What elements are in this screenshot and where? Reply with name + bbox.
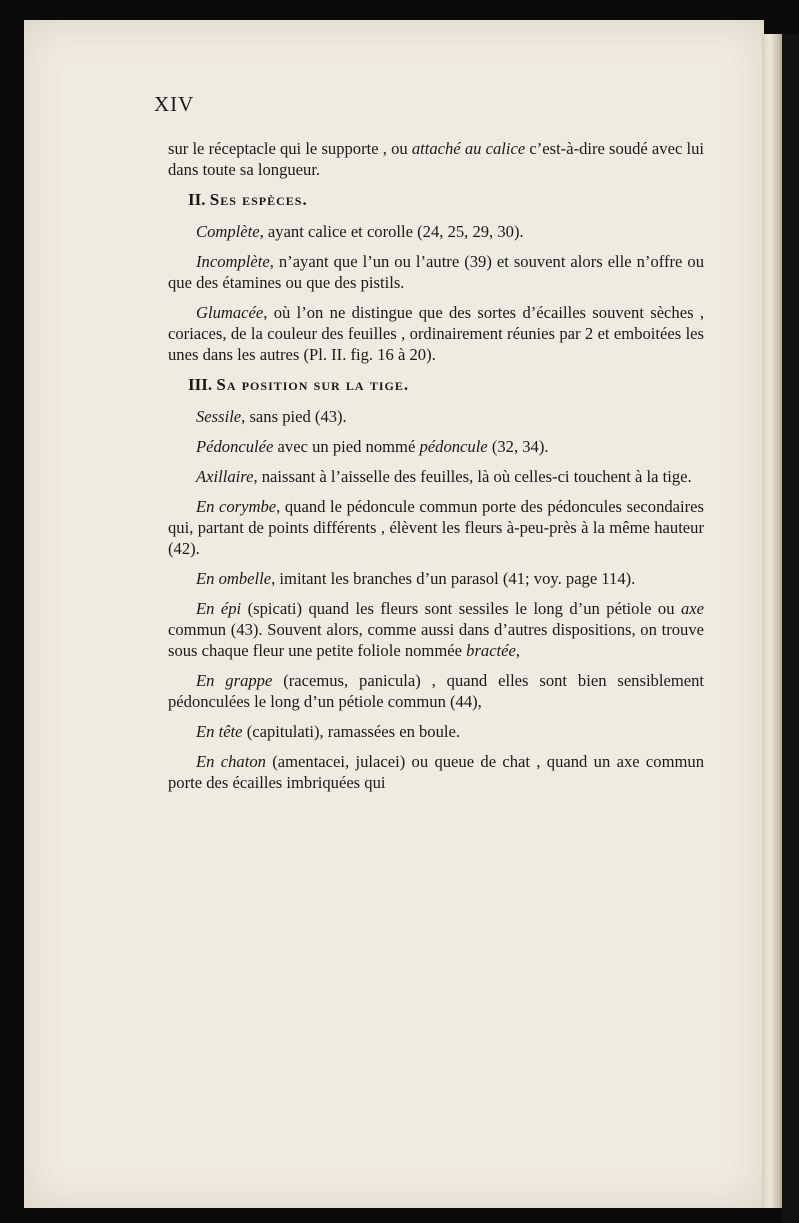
text-run: (32, 34). [487,437,549,456]
text-paragraph [168,221,704,242]
italic-term: attaché au calice [411,139,526,158]
text-paragraph [168,436,704,457]
text-run: , où l’on ne distingue que des sortes d’écailles souvent sèches , coriaces, de la couleur des feuilles , ordinairement réunies par 2 et emboitées les unes dans les autres (Pl. II. fig. 16 à 20). [168,303,704,364]
italic-term: bractée [466,641,516,660]
italic-term: En chaton [196,752,266,771]
italic-term: Sessile [196,407,242,426]
italic-term: axe [680,599,704,618]
text-paragraph [168,466,704,487]
text-paragraph [168,406,704,427]
text-run: c’est-à-dire soudé avec lui dans toute sa longueur. [168,139,704,179]
text-paragraph [168,302,704,365]
text-paragraph [168,138,704,180]
text-run: , [515,641,521,660]
text-paragraph [168,568,704,589]
italic-term: En ombelle [196,569,272,588]
text-run: , quand le pédoncule commun porte des pédoncules secondaires qui, partant de points différents , élèvent les fleurs à-peu-près à la même hauteur (42). [168,497,705,558]
italic-term: En grappe [196,671,273,690]
text-run: (capitulati), ramassées en boule. [242,722,461,741]
text-paragraph [168,251,704,293]
text-run: avec un pied nommé [273,437,420,456]
section-title: Sa position sur la tige. [216,375,410,394]
text-run: , sans pied (43). [241,407,347,426]
italic-term: Complète [196,222,260,241]
italic-term: En corymbe [196,497,277,516]
italic-term: Incomplète [196,252,270,271]
text-run: , imitant les branches d’un parasol (41; voy. page 114). [271,569,636,588]
text-run: (racemus, panicula) , quand elles sont bien sensiblement pédonculées le long d’un pétiole commun (44), [168,671,705,711]
text-run: commun (43). Souvent alors, comme aussi dans d’autres dispositions, on trouve sous chaque fleur une petite foliole nommée [168,620,704,660]
section-numeral: III. [188,375,213,394]
scan-dark-edge [782,34,799,1223]
text-run: sur le réceptacle qui le supporte , ou [168,139,412,158]
italic-term: pédoncule [419,437,488,456]
page-body-text [168,138,704,793]
italic-term: En tête [196,722,243,741]
text-run: , n’ayant que l’un ou l’autre (39) et souvent alors elle n’offre ou que des étamines ou que des pistils. [168,252,704,292]
text-run: , ayant calice et corolle (24, 25, 29, 30). [259,222,524,241]
text-paragraph [168,670,704,712]
italic-term: Glumacée [196,303,264,322]
text-run: , naissant à l’aisselle des feuilles, là où celles-ci touchent à la tige. [253,467,692,486]
section-title: Ses espèces. [209,190,308,209]
italic-term: En épi [196,599,242,618]
book-gutter [762,34,784,1208]
text-paragraph [168,496,704,559]
section-heading [188,374,704,395]
text-run: (spicati) quand les fleurs sont sessiles le long d’un pétiole ou [241,599,681,618]
page-number: XIV [154,92,195,116]
italic-term: Pédonculée [196,437,274,456]
section-numeral: II. [188,190,206,209]
text-paragraph [168,751,704,793]
text-paragraph [168,598,704,661]
section-heading [188,189,704,210]
text-run: (amentacei, julacei) ou queue de chat , quand un axe commun porte des écailles imbriquées qui [168,752,704,792]
italic-term: Axillaire [196,467,254,486]
text-paragraph [168,721,704,742]
